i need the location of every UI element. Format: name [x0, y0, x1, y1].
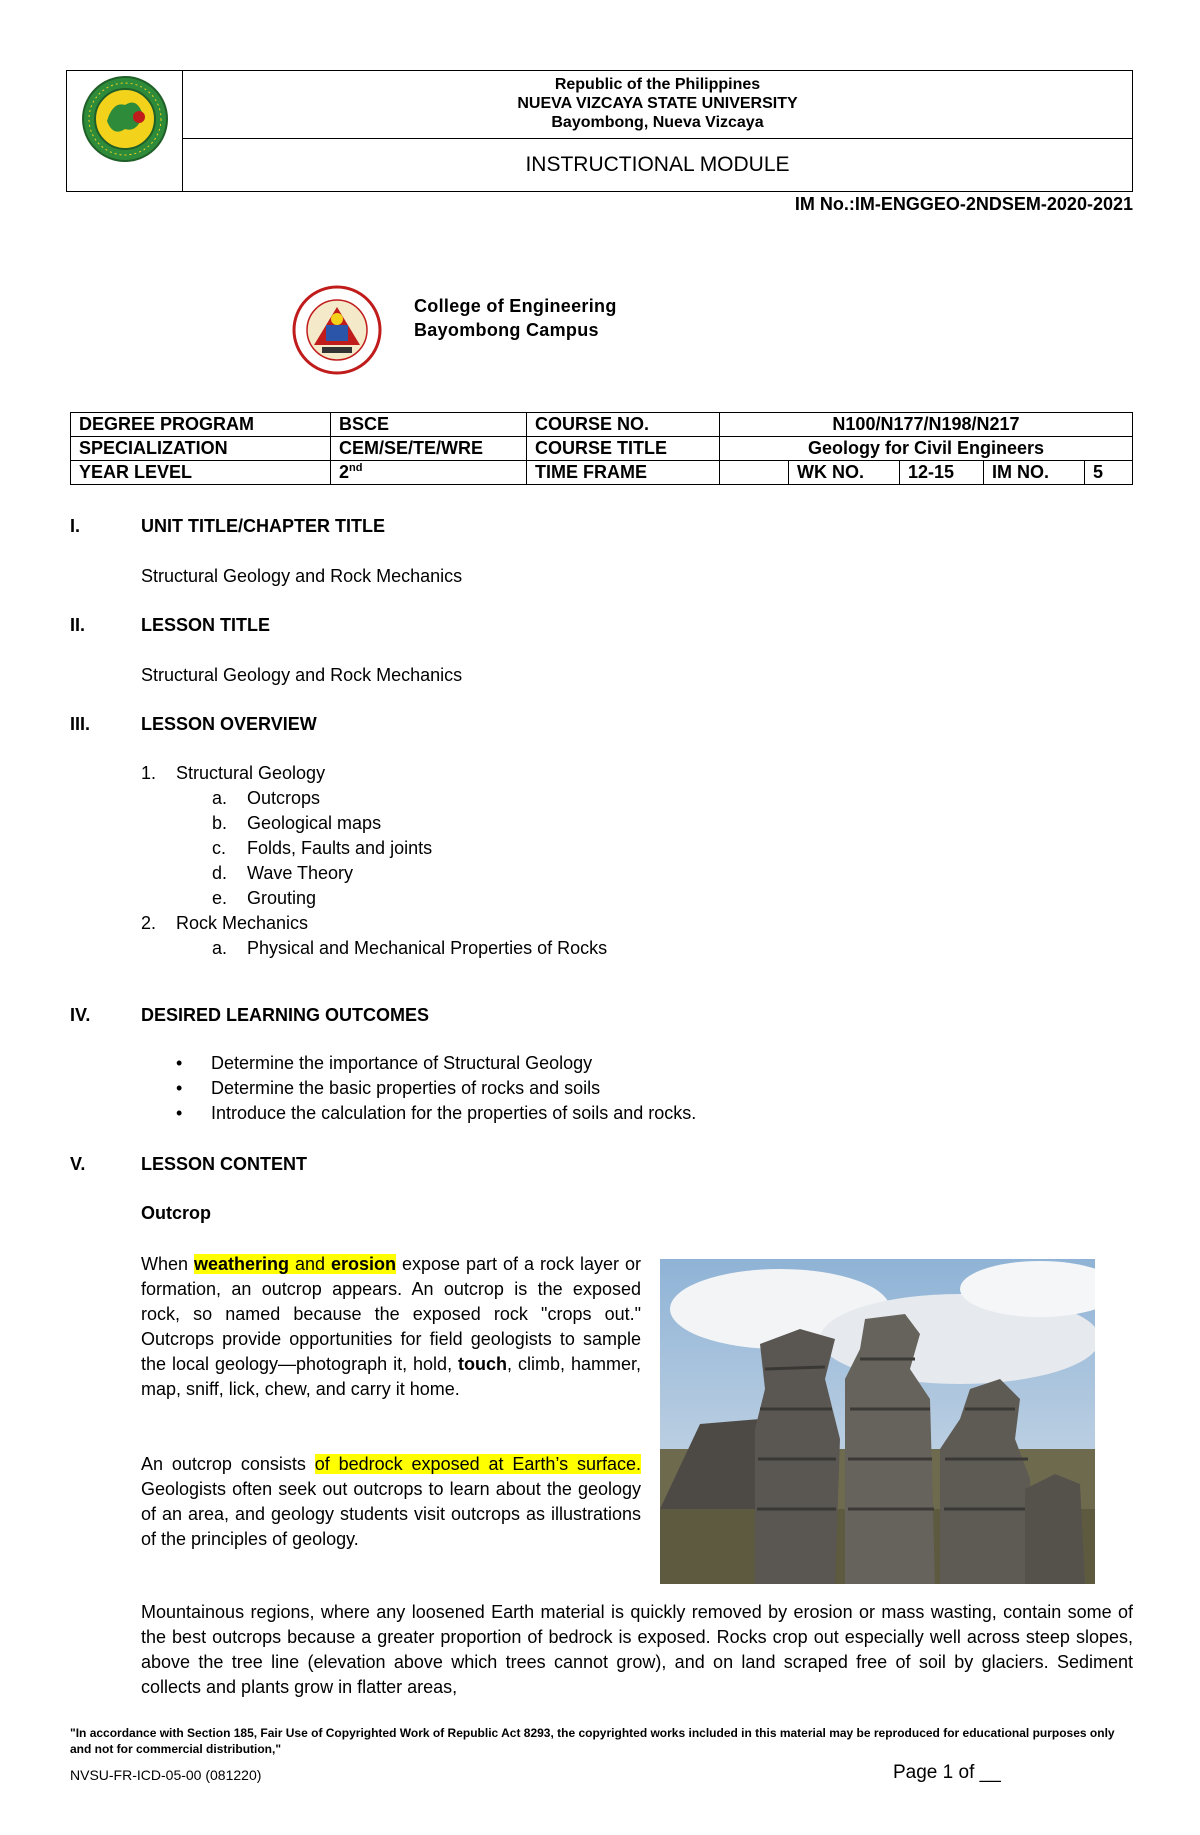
- course-no-value: N100/N177/N198/N217: [720, 413, 1133, 437]
- overview-sub-e: Grouting: [247, 888, 317, 908]
- overview-sub-e-letter: e.: [212, 888, 228, 908]
- outcome-text: Determine the basic properties of rocks and soils: [211, 1078, 601, 1098]
- course-info-table: [70, 412, 1133, 485]
- overview-sub-c-letter: c.: [212, 838, 227, 858]
- university-seal-icon: [67, 71, 183, 191]
- header-university-name: NUEVA VIZCAYA STATE UNIVERSITY: [517, 95, 798, 112]
- year-level-suffix: nd: [349, 462, 363, 474]
- section-5-title: LESSON CONTENT: [141, 1154, 308, 1174]
- overview-sub-d-letter: d.: [212, 863, 228, 883]
- bullet-icon: •: [176, 1103, 183, 1123]
- header-box: [66, 70, 1133, 192]
- im-no-value: 5: [1085, 461, 1133, 484]
- specialization-label: SPECIALIZATION: [71, 437, 331, 461]
- section-2-title: LESSON TITLE: [141, 615, 271, 635]
- section-4-title: DESIRED LEARNING OUTCOMES: [141, 1005, 430, 1025]
- degree-program-value: BSCE: [331, 413, 527, 437]
- year-level-value: [331, 461, 527, 485]
- bullet-icon: •: [176, 1053, 183, 1073]
- section-2-number: II.: [70, 615, 86, 635]
- overview-sub-2a-letter: a.: [212, 938, 228, 958]
- page-number: Page 1 of __: [893, 1762, 1001, 1783]
- p1-text-start: When: [141, 1254, 194, 1274]
- unit-title-text: Structural Geology and Rock Mechanics: [141, 566, 463, 586]
- overview-item-1-number: 1.: [141, 763, 157, 783]
- overview-item-2-number: 2.: [141, 913, 157, 933]
- p1-text-middle: expose part of a rock layer or formation, an outcrop appears. An outcrop is the exposed rock, so named because the exposed rock "crops out." Outcrops provide opportunities for field geologists to sample the local geology—photograph it, hold,: [141, 1254, 641, 1374]
- highlight-bedrock: of bedrock exposed at Earth’s surface.: [314, 1454, 641, 1474]
- highlight-and: and: [289, 1254, 332, 1274]
- highlight-erosion: erosion: [331, 1254, 397, 1274]
- outcome-text: Determine the importance of Structural Geology: [211, 1053, 593, 1073]
- outcome-text: Introduce the calculation for the properties of soils and rocks.: [211, 1103, 697, 1123]
- college-of-engineering-logo-icon: [292, 285, 382, 375]
- bold-touch: touch: [458, 1354, 508, 1374]
- college-block: [414, 294, 617, 342]
- outcomes-list: [176, 1051, 696, 1126]
- lesson-title-text: Structural Geology and Rock Mechanics: [141, 665, 463, 685]
- overview-sub-b-letter: b.: [212, 813, 228, 833]
- overview-sub-2a: Physical and Mechanical Properties of Rocks: [247, 938, 608, 958]
- section-1-title: UNIT TITLE/CHAPTER TITLE: [141, 516, 385, 536]
- outcrop-subheading: Outcrop: [141, 1203, 211, 1223]
- im-no-label: IM NO.: [984, 461, 1085, 484]
- wk-no-label: WK NO.: [789, 461, 900, 484]
- college-name: College of Engineering: [414, 296, 617, 316]
- section-4-number: IV.: [70, 1005, 91, 1025]
- section-3-number: III.: [70, 714, 91, 734]
- section-5-number: V.: [70, 1154, 86, 1174]
- college-campus: Bayombong Campus: [414, 320, 599, 340]
- time-frame-cell: [720, 461, 1133, 485]
- overview-sub-c: Folds, Faults and joints: [247, 838, 433, 858]
- outcrop-photo-image: [660, 1259, 1095, 1584]
- time-frame-label: TIME FRAME: [527, 461, 720, 485]
- university-seal-cell: [67, 71, 183, 191]
- course-no-label: COURSE NO.: [527, 413, 720, 437]
- outcome-item: [176, 1101, 696, 1126]
- header-university-block: [183, 71, 1132, 139]
- copyright-note: "In accordance with Section 185, Fair Use of Copyrighted Work of Republic Act 8293, the copyrighted works included in this material may be reproduced for educational purposes only and not for commercial distribution,": [70, 1726, 1115, 1756]
- wk-no-value: 12-15: [900, 461, 984, 484]
- outcrop-paragraph-1: [141, 1252, 641, 1402]
- course-title-label: COURSE TITLE: [527, 437, 720, 461]
- form-code: NVSU-FR-ICD-05-00 (081220): [70, 1767, 262, 1783]
- course-title-value: Geology for Civil Engineers: [720, 437, 1133, 461]
- module-title: INSTRUCTIONAL MODULE: [525, 153, 790, 176]
- outcrop-paragraph-2: [141, 1452, 641, 1552]
- overview-sub-d: Wave Theory: [247, 863, 354, 883]
- degree-program-label: DEGREE PROGRAM: [71, 413, 331, 437]
- year-level-label: YEAR LEVEL: [71, 461, 331, 485]
- specialization-value: CEM/SE/TE/WRE: [331, 437, 527, 461]
- outcrop-paragraph-3: Mountainous regions, where any loosened Earth material is quickly removed by erosion or mass wasting, contain some of the best outcrops because a greater proportion of bedrock is exposed. Rocks crop out especially well across steep slopes, above the tree line (elevation above which trees cannot grow), and on land scraped free of soil by glaciers. Sediment collects and plants grow in flatter areas,: [141, 1602, 1133, 1697]
- header-republic: Republic of the Philippines: [554, 76, 761, 93]
- p1-text-end: , climb, hammer, map, sniff, lick, chew, and carry it home.: [141, 1354, 642, 1399]
- overview-item-1: Structural Geology: [176, 763, 326, 783]
- week-table: [788, 461, 1132, 484]
- p2-text-end: Geologists often seek out outcrops to learn about the geology of an area, and geology students visit outcrops as illustrations of the principles of geology.: [141, 1479, 641, 1549]
- section-1-number: I.: [70, 516, 81, 536]
- im-number: IM No.:IM-ENGGEO-2NDSEM-2020-2021: [794, 194, 1133, 214]
- year-level-number: 2: [339, 462, 350, 482]
- overview-sub-a-letter: a.: [212, 788, 228, 808]
- overview-item-2: Rock Mechanics: [176, 913, 309, 933]
- section-3-title: LESSON OVERVIEW: [141, 714, 317, 734]
- highlight-weathering: weathering: [194, 1254, 290, 1274]
- outcome-item: [176, 1076, 696, 1101]
- overview-sub-b: Geological maps: [247, 813, 382, 833]
- header-location: Bayombong, Nueva Vizcaya: [551, 114, 764, 131]
- outcome-item: [176, 1051, 696, 1076]
- p2-text-start: An outcrop consists: [141, 1454, 315, 1474]
- bullet-icon: •: [176, 1078, 183, 1098]
- overview-sub-a: Outcrops: [247, 788, 321, 808]
